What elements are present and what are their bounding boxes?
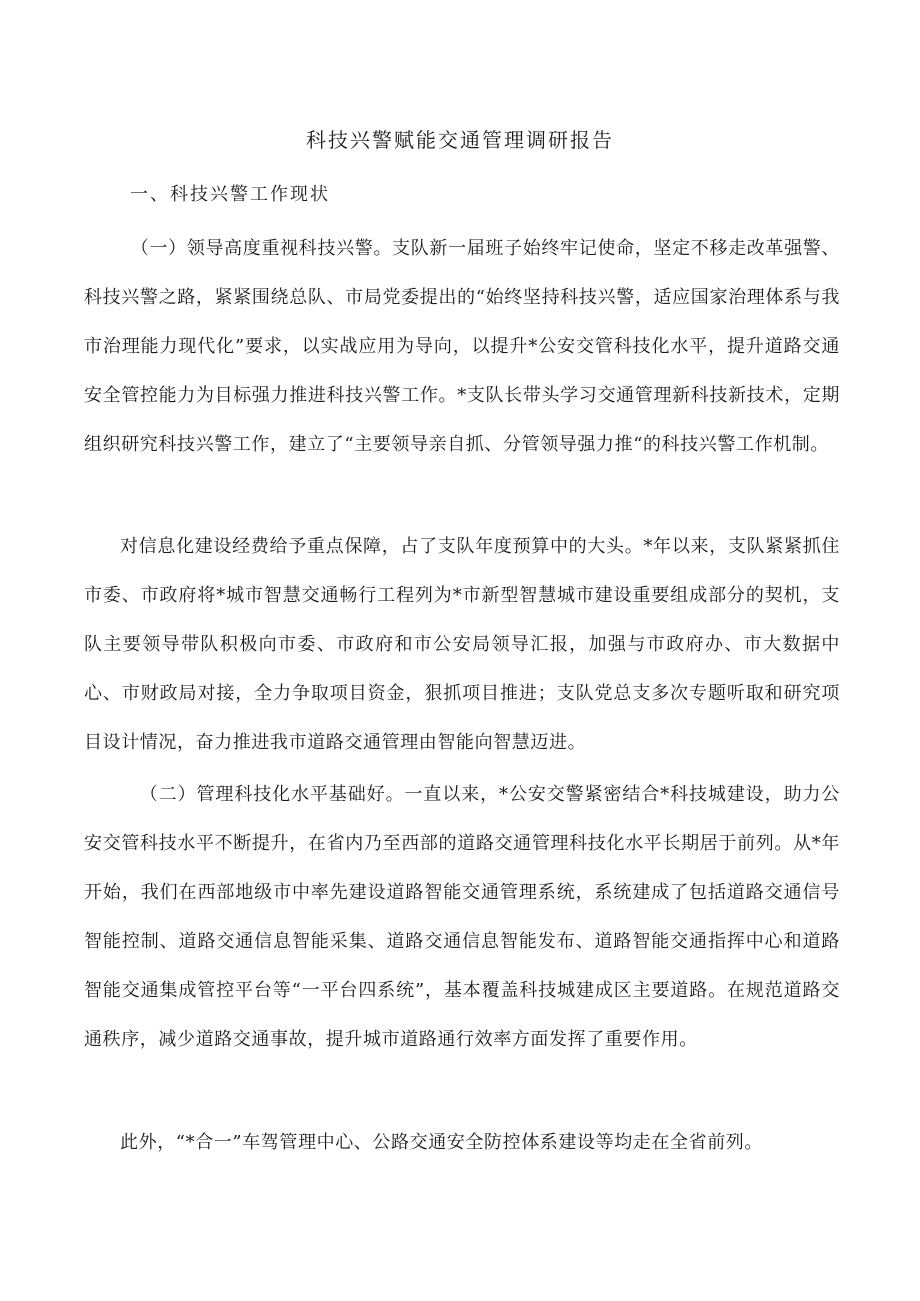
section-heading: 一、科技兴警工作现状 [130, 184, 330, 205]
paragraph-leadership: （一）领导高度重视科技兴警。支队新一届班子始终牢记使命，坚定不移走改革强警、科技兴警之路，紧紧围绕总队、市局党委提出的“始终坚持科技兴警，适应国家治理体系与我市治理能力现代化”要求，以实战应用为导向，以提升*公安交管科技化水平，提升道路交通安全管控能力为目标强力推进科技兴警工作。*支队长带头学习交通管理新科技新技术，定期组织研究科技兴警工作，建立了“主要领导亲自抓、分管领导强力推“的科技兴警工作机制。 [84, 238, 840, 455]
paragraph-additional: 此外，“*合一”车驾管理中心、公路交通安全防控体系建设等均走在全省前列。 [120, 1132, 764, 1153]
document-title: 科技兴警赋能交通管理调研报告 [306, 128, 614, 152]
paragraph-funding: 对信息化建设经费给予重点保障，占了支队年度预算中的大头。*年以来，支队紧紧抓住市委、市政府将*城市智慧交通畅行工程列为*市新型智慧城市建设重要组成部分的契机，支队主要领导带队积极向市委、市政府和市公安局领导汇报，加强与市政府办、市大数据中心、市财政局对接，全力争取项目资金，狠抓项目推进；支队党总支多次专题听取和研究项目设计情况，奋力推进我市道路交通管理由智能向智慧迈进。 [84, 536, 840, 753]
paragraph-tech-level: （二）管理科技化水平基础好。一直以来，*公安交警紧密结合*科技城建设，助力公安交管科技水平不断提升，在省内乃至西部的道路交通管理科技化水平长期居于前列。从*年开始，我们在西部地级市中率先建设道路智能交通管理系统，系统建成了包括道路交通信号智能控制、道路交通信息智能采集、道路交通信息智能发布、道路智能交通指挥中心和道路智能交通集成管控平台等“一平台四系统”，基本覆盖科技城建成区主要道路。在规范道路交通秩序，减少道路交通事故，提升城市道路通行效率方面发挥了重要作用。 [84, 784, 840, 1050]
